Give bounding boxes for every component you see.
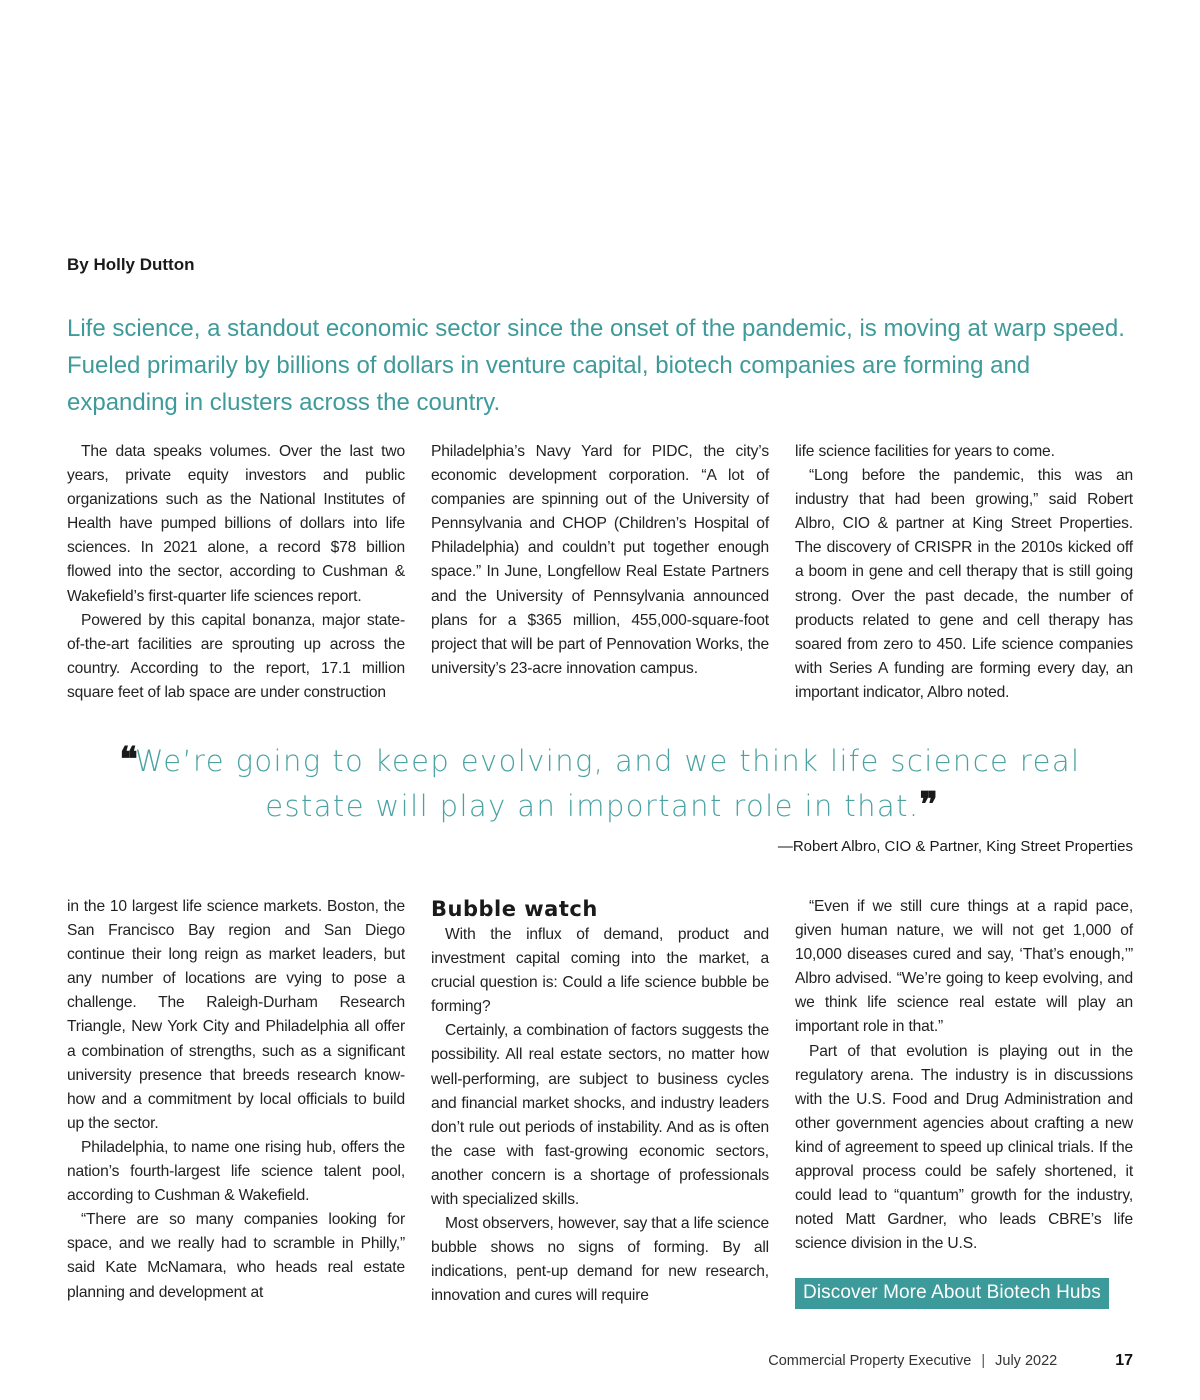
- column-2: [431, 440, 769, 705]
- close-quote-icon: ❞: [919, 785, 935, 825]
- paragraph: Part of that evolution is playing out in the regulatory arena. The industry is in discussions with the U.S. Food and Drug Administration and other government agencies about crafting a new kind of agreement to speed up clinical trials. If the approval process could be safely shortened, it could lead to “quantum” growth for the industry, noted Matt Gardner, who leads CBRE’s life science division in the U.S.: [795, 1042, 1133, 1253]
- publication-name: Commercial Property Executive: [768, 1353, 972, 1369]
- paragraph: Certainly, a combination of factors suggests the possibility. All real estate sectors, no matter how well-performing, are subject to business cycles and financial market shocks, and industry leaders don’t rule out periods of instability. And as is often the case with fast-growing economic sectors, another concern is a shortage of professionals with specialized skills.: [431, 1022, 769, 1209]
- byline: By Holly Dutton: [67, 255, 195, 274]
- bottom-columns: [67, 895, 1133, 1309]
- section-heading: Bubble watch: [431, 897, 598, 921]
- paragraph: Most observers, however, say that a life science bubble shows no signs of forming. By all indications, pent-up demand for new research, innovation and cures will require: [431, 1215, 769, 1305]
- column-2: [431, 895, 769, 1309]
- article-deck: Life science, a standout economic sector since the onset of the pandemic, is moving at warp speed. Fueled primarily by billions of dollars in venture capital, biotech companies are forming and expanding in clusters across the country.: [67, 315, 1125, 416]
- paragraph: With the influx of demand, product and investment capital coming into the market, a crucial question is: Could a life science bubble be forming?: [431, 926, 769, 1016]
- pull-quote-attribution: —Robert Albro, CIO & Partner, King Street Properties: [777, 838, 1133, 855]
- footer-separator: |: [981, 1353, 986, 1369]
- paragraph: Powered by this capital bonanza, major state-of-the-art facilities are sprouting up across the country. According to the report, 17.1 million square feet of lab space are under construction: [67, 611, 405, 701]
- paragraph: “Long before the pandemic, this was an industry that had been growing,” said Robert Albro, CIO & partner at King Street Properties. The discovery of CRISPR in the 2010s kicked off a boom in gene and cell therapy that is still going strong. Over the past decade, the number of products related to gene and cell therapy has soared from zero to 450. Life science companies with Series A funding are forming every day, an important indicator, Albro noted.: [795, 467, 1133, 701]
- column-1: [67, 440, 405, 705]
- column-3: [795, 440, 1133, 705]
- top-columns: [67, 440, 1133, 705]
- issue-date: July 2022: [995, 1353, 1058, 1369]
- page-footer: [768, 1352, 1133, 1370]
- column-1: [67, 895, 405, 1309]
- paragraph: in the 10 largest life science markets. Boston, the San Francisco Bay region and San Diego continue their long reign as market leaders, but any number of locations are vying to pose a challenge. The Raleigh-Durham Research Triangle, New York City and Philadelphia all offer a combination of strengths, such as a significant university presence that breeds research know-how and a commitment by local officials to build up the sector.: [67, 898, 405, 1132]
- discover-biotech-hubs-button[interactable]: Discover More About Biotech Hubs: [795, 1278, 1109, 1309]
- pull-quote-text: We’re going to keep evolving, and we think life science real estate will play an important role in that.: [134, 744, 1081, 823]
- paragraph: life science facilities for years to come.: [795, 443, 1055, 460]
- column-3: [795, 895, 1133, 1309]
- paragraph: “Even if we still cure things at a rapid pace, given human nature, we will not get 1,000 of 10,000 diseases cured and say, ‘That’s enough,’” Albro advised. “We’re going to keep evolving, and we think life science real estate will play an important role in that.”: [795, 898, 1133, 1036]
- pull-quote: [100, 738, 1100, 828]
- page-number: 17: [1115, 1352, 1133, 1369]
- paragraph: The data speaks volumes. Over the last two years, private equity investors and public organizations such as the National Institutes of Health have pumped billions of dollars into life sciences. In 2021 alone, a record $78 billion flowed into the sector, according to Cushman & Wakefield’s first-quarter life sciences report.: [67, 443, 405, 605]
- paragraph: Philadelphia’s Navy Yard for PIDC, the city’s economic development corporation. “A lot of companies are spinning out of the University of Pennsylvania and CHOP (Children’s Hospital of Philadelphia) and couldn’t put together enough space.” In June, Longfellow Real Estate Partners and the University of Pennsylvania announced plans for a $365 million, 455,000-square-foot project that will be part of Pennovation Works, the university’s 23-acre innovation campus.: [431, 443, 769, 677]
- paragraph: Philadelphia, to name one rising hub, offers the nation’s fourth-largest life science talent pool, according to Cushman & Wakefield.: [67, 1138, 405, 1205]
- open-quote-icon: ❝: [119, 740, 135, 780]
- paragraph: “There are so many companies looking for space, and we really had to scramble in Philly,” said Kate McNamara, who heads real estate planning and development at: [67, 1211, 405, 1301]
